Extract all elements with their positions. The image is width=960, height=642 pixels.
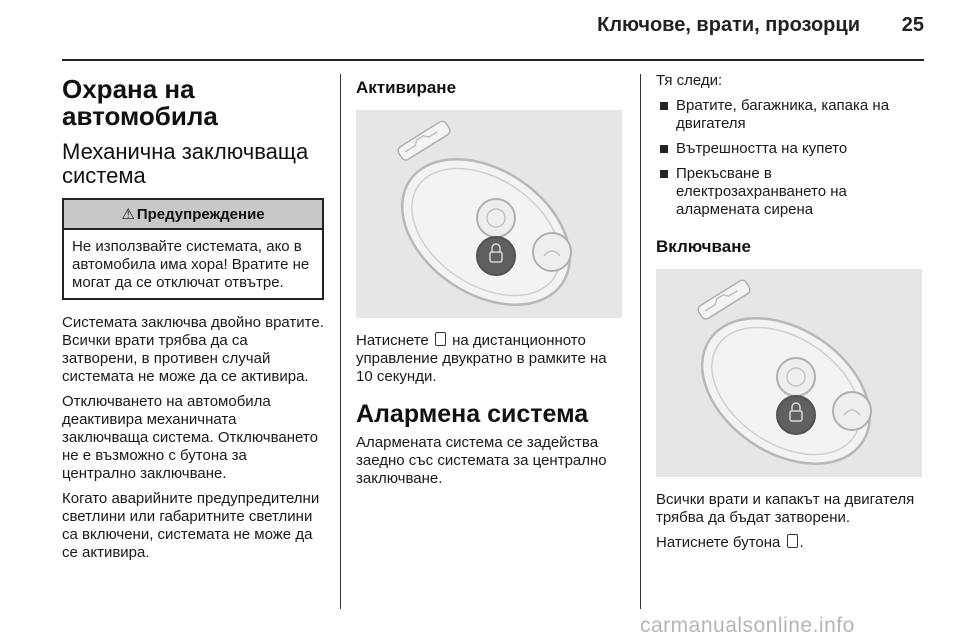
column-divider-right — [640, 74, 641, 609]
paragraph-press-button — [656, 534, 922, 552]
bullet-square-icon — [660, 102, 668, 110]
paragraph-doors-closed: Всички врати и капакът на двигателя трябва да бъдат затворени. — [656, 491, 915, 526]
lock-button-icon — [435, 332, 446, 346]
paragraph-hazard-lights: Когато аварийните предупредителни светлини или габаритните светлини са включени, системата не може да се активира. — [62, 490, 320, 561]
bullet-square-icon — [660, 170, 668, 178]
press-text-after: на дистанционното управление двукратно в рамките на 10 секунди. — [356, 332, 607, 385]
bullet-square-icon — [660, 145, 668, 153]
press-text-before: Натиснете — [356, 332, 429, 349]
column-3 — [656, 70, 922, 559]
heading-switch-on: Включване — [656, 237, 751, 256]
column-1 — [62, 70, 324, 569]
paragraph-press-twice — [356, 332, 624, 386]
warning-header — [64, 200, 322, 230]
remote-key-illustration — [356, 110, 622, 318]
subsection-heading-mechanical-lock: Механична заключваща система — [62, 139, 309, 188]
paragraph-unlock-deactivates: Отключването на автомобила деактивира механичната заключваща система. Отключването не е възможно с бутона за централно заключване. — [62, 393, 318, 482]
page-number: 25 — [901, 14, 924, 36]
warning-text: Не използвайте системата, ако в автомобила има хора! Вратите не могат да се отключат отвътре. — [72, 238, 310, 291]
lock-button-icon — [787, 534, 798, 548]
paragraph-alarm-activation: Алармената система се задейства заедно със системата за централно заключване. — [356, 434, 607, 487]
press-button-before: Натиснете бутона — [656, 534, 781, 551]
header-rule — [62, 59, 924, 61]
list-item: Вътрешността на купето — [656, 140, 922, 158]
list-item: Прекъсване в електрозахранването на алармената сирена — [656, 165, 922, 219]
section-heading-vehicle-security: Охрана на автомобила — [62, 74, 218, 131]
list-item: Вратите, багажника, капака на двигателя — [656, 97, 922, 133]
column-2 — [356, 70, 624, 495]
warning-box — [62, 198, 324, 300]
heading-alarm-system: Алармена система — [356, 400, 589, 428]
remote-key-illustration-2 — [656, 269, 922, 477]
header-title: Ключове, врати, прозорци — [597, 14, 860, 36]
warning-triangle-icon: ⚠ — [121, 206, 135, 223]
heading-activation: Активиране — [356, 78, 457, 97]
press-button-after: . — [799, 534, 804, 551]
warning-title: Предупреждение — [136, 206, 265, 223]
monitored-list — [656, 97, 922, 219]
paragraph-double-lock: Системата заключва двойно вратите. Всички врати трябва да са затворени, в противен случай системата не може да се активира. — [62, 314, 324, 385]
column-divider-left — [340, 74, 341, 609]
watermark: carmanualsonline.info — [640, 614, 855, 637]
monitors-intro: Тя следи: — [656, 72, 723, 89]
